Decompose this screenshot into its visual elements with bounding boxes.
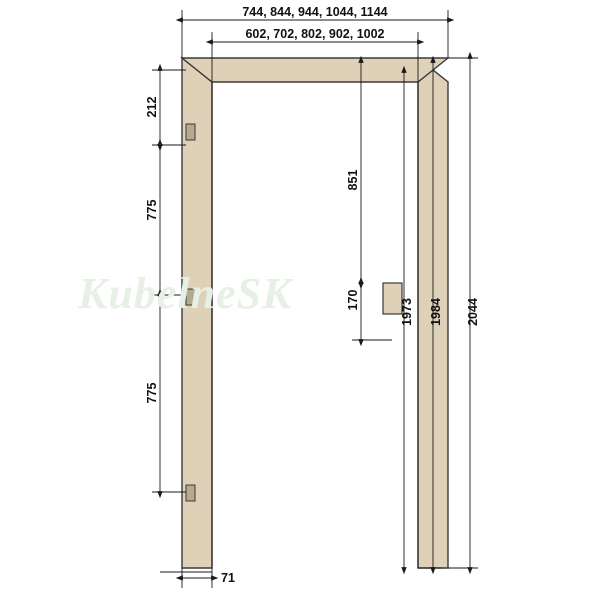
label-71: 71	[221, 571, 235, 585]
hinge-bottom	[186, 485, 195, 501]
label-775-upper: 775	[145, 199, 159, 221]
label-851: 851	[346, 169, 360, 191]
label-top-outer: 744, 844, 944, 1044, 1144	[242, 5, 388, 19]
label-1984: 1984	[429, 298, 443, 326]
hinge-middle	[186, 289, 195, 305]
label-775-lower: 775	[145, 382, 159, 404]
label-170: 170	[346, 289, 360, 311]
watermark: KubelneSK	[78, 269, 293, 318]
label-top-inner: 602, 702, 802, 902, 1002	[245, 27, 385, 41]
head-jamb	[182, 58, 448, 82]
label-2044: 2044	[466, 298, 480, 326]
hinge-top	[186, 124, 195, 140]
label-212: 212	[145, 96, 159, 118]
label-1973: 1973	[400, 298, 414, 326]
